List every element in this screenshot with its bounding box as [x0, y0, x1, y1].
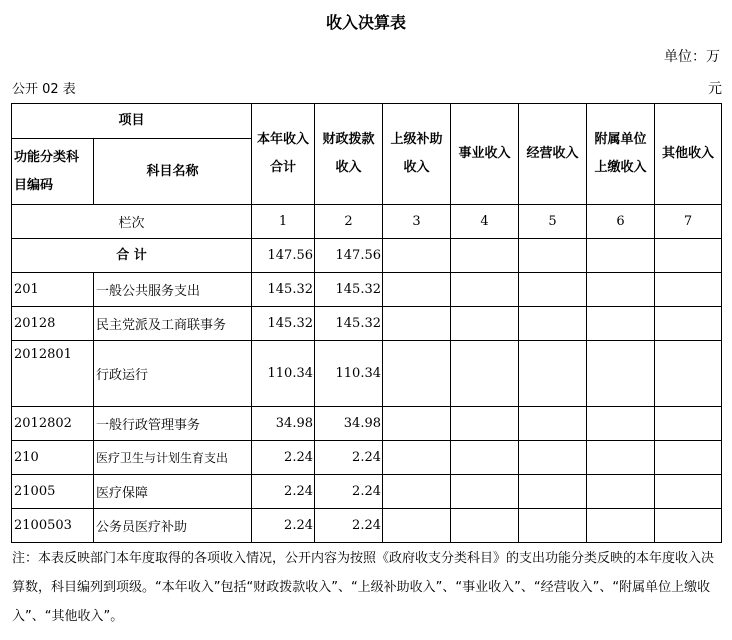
column-number: 6 [587, 205, 655, 239]
header-col1: 本年收入合计 [252, 104, 315, 205]
row-col2: 34.98 [315, 407, 383, 441]
row-name: 医疗保障 [94, 475, 252, 509]
unit-label: 单位：万 [664, 49, 720, 65]
table-row [12, 273, 722, 307]
column-number: 4 [451, 205, 519, 239]
row-col2: 2.24 [315, 475, 383, 509]
header-col2: 财政拨款收入 [315, 104, 383, 205]
footnote: 注：本表反映部门本年度取得的各项收入情况，公开内容为按照《政府收支分类科目》的支出功能分类反映的本年度收入决算数，科目编列到项级。“本年收入”包括“财政拨款收入”、“上级补助收入”、“事业收入”、“经营收入”、“附属单位上缴收入”、“其他收入”。 [12, 551, 715, 624]
header-subject-name: 科目名称 [94, 139, 252, 205]
table-row [12, 441, 722, 475]
row-name: 一般行政管理事务 [94, 407, 252, 441]
header-col5: 经营收入 [519, 104, 587, 205]
row-col1: 2.24 [252, 441, 315, 475]
row-col1: 2.24 [252, 475, 315, 509]
row-code: 210 [12, 441, 94, 475]
row-col2: 145.32 [315, 273, 383, 307]
row-name: 公务员医疗补助 [94, 509, 252, 543]
header-col3: 上级补助收入 [383, 104, 451, 205]
column-index-label: 栏次 [12, 205, 252, 239]
total-label: 合 计 [12, 239, 252, 273]
header-col4: 事业收入 [451, 104, 519, 205]
row-col1: 145.32 [252, 273, 315, 307]
page-title: 收入决算表 [325, 13, 406, 32]
row-code: 21005 [12, 475, 94, 509]
row-name: 一般公共服务支出 [94, 273, 252, 307]
table-row [12, 341, 722, 407]
row-name: 民主党派及工商联事务 [94, 307, 252, 341]
table-row [12, 307, 722, 341]
row-code: 2100503 [12, 509, 94, 543]
row-code: 2012801 [12, 341, 94, 407]
header-item: 项目 [12, 104, 252, 139]
column-number: 1 [252, 205, 315, 239]
column-number: 2 [315, 205, 383, 239]
table-row [12, 475, 722, 509]
table-code: 公开 02 表 [12, 82, 76, 97]
column-number: 5 [519, 205, 587, 239]
row-col2: 110.34 [315, 341, 383, 407]
unit-suffix: 元 [708, 81, 722, 97]
row-col1: 110.34 [252, 341, 315, 407]
row-col2: 2.24 [315, 509, 383, 543]
total-col2: 147.56 [315, 239, 383, 273]
income-table [11, 103, 722, 543]
column-number: 7 [655, 205, 722, 239]
row-col2: 145.32 [315, 307, 383, 341]
row-name: 医疗卫生与计划生育支出 [94, 441, 252, 475]
header-func-code: 功能分类科目编码 [12, 139, 94, 205]
row-col1: 2.24 [252, 509, 315, 543]
total-col1: 147.56 [252, 239, 315, 273]
header-col7: 其他收入 [655, 104, 722, 205]
row-code: 2012802 [12, 407, 94, 441]
row-col1: 145.32 [252, 307, 315, 341]
row-col1: 34.98 [252, 407, 315, 441]
row-col2: 2.24 [315, 441, 383, 475]
table-row [12, 509, 722, 543]
row-code: 20128 [12, 307, 94, 341]
row-name: 行政运行 [94, 341, 252, 407]
row-code: 201 [12, 273, 94, 307]
table-row [12, 407, 722, 441]
column-number: 3 [383, 205, 451, 239]
header-col6: 附属单位上缴收入 [587, 104, 655, 205]
